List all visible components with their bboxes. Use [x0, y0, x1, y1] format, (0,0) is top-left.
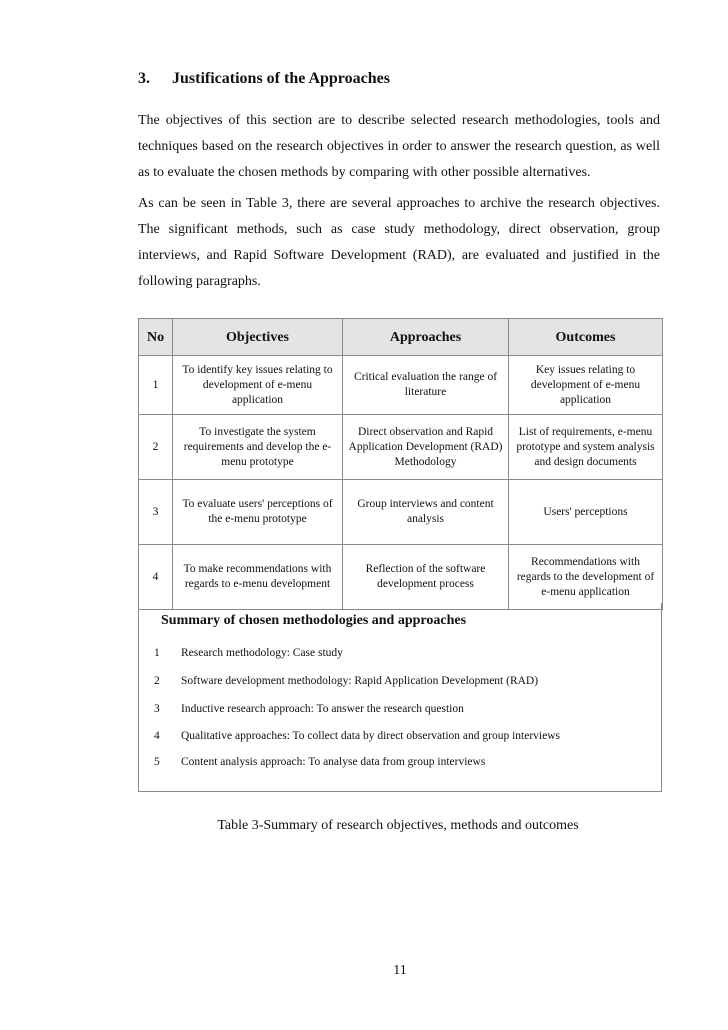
row-number: 3	[139, 480, 173, 545]
outcome-cell: Key issues relating to development of e-menu application	[509, 356, 663, 415]
table-row	[139, 415, 663, 480]
header-approaches: Approaches	[343, 319, 509, 356]
summary-item-number: 2	[154, 675, 160, 687]
header-objectives: Objectives	[173, 319, 343, 356]
table-row	[139, 545, 663, 610]
row-number: 2	[139, 415, 173, 480]
table-header-row	[139, 319, 663, 356]
summary-box	[138, 603, 662, 792]
outcome-cell: Users' perceptions	[509, 480, 663, 545]
approach-cell: Reflection of the software development process	[343, 545, 509, 610]
section-heading	[138, 70, 390, 88]
page-number: 11	[393, 963, 407, 978]
summary-item-number: 5	[154, 756, 160, 768]
section-title: Justifications of the Approaches	[172, 70, 390, 87]
summary-item-text: Research methodology: Case study	[181, 647, 343, 659]
summary-item-text: Content analysis approach: To analyse data from group interviews	[181, 756, 486, 768]
summary-item	[139, 703, 661, 723]
objective-cell: To investigate the system requirements and develop the e-menu prototype	[173, 415, 343, 480]
objective-cell: To evaluate users' perceptions of the e-menu prototype	[173, 480, 343, 545]
summary-item-text: Inductive research approach: To answer the research question	[181, 703, 464, 715]
objective-cell: To identify key issues relating to development of e-menu application	[173, 356, 343, 415]
objectives-table	[138, 318, 663, 610]
summary-item	[139, 675, 661, 695]
table-row	[139, 480, 663, 545]
outcome-cell: Recommendations with regards to the development of e-menu application	[509, 545, 663, 610]
section-number: 3.	[138, 70, 150, 87]
outcome-cell: List of requirements, e-menu prototype and system analysis and design documents	[509, 415, 663, 480]
intro-paragraph: The objectives of this section are to describe selected research methodologies, tools and techniques based on the research objectives in order to answer the research question, as well as to evaluate the chosen methods by comparing with other possible alternatives.	[138, 113, 660, 180]
summary-item-number: 4	[154, 730, 160, 742]
approaches-paragraph: As can be seen in Table 3, there are several approaches to archive the research objectives. The significant methods, such as case study methodology, direct observation, group interviews, and Rapid Software Development (RAD), are evaluated and justified in the following paragraphs.	[138, 196, 660, 289]
objective-cell: To make recommendations with regards to e-menu development	[173, 545, 343, 610]
table-caption: Table 3-Summary of research objectives, methods and outcomes	[217, 818, 579, 833]
summary-title: Summary of chosen methodologies and approaches	[161, 613, 467, 628]
row-number: 4	[139, 545, 173, 610]
header-no: No	[139, 319, 173, 356]
row-number: 1	[139, 356, 173, 415]
approach-cell: Group interviews and content analysis	[343, 480, 509, 545]
summary-item	[139, 730, 661, 750]
header-outcomes: Outcomes	[509, 319, 663, 356]
summary-item-number: 1	[154, 647, 160, 659]
summary-item-number: 3	[154, 703, 160, 715]
summary-item	[139, 756, 661, 776]
summary-item-text: Software development methodology: Rapid Application Development (RAD)	[181, 675, 539, 687]
summary-item-text: Qualitative approaches: To collect data by direct observation and group interviews	[181, 730, 560, 742]
table-row	[139, 356, 663, 415]
approach-cell: Direct observation and Rapid Application Development (RAD) Methodology	[343, 415, 509, 480]
approach-cell: Critical evaluation the range of literature	[343, 356, 509, 415]
summary-item	[139, 647, 661, 667]
